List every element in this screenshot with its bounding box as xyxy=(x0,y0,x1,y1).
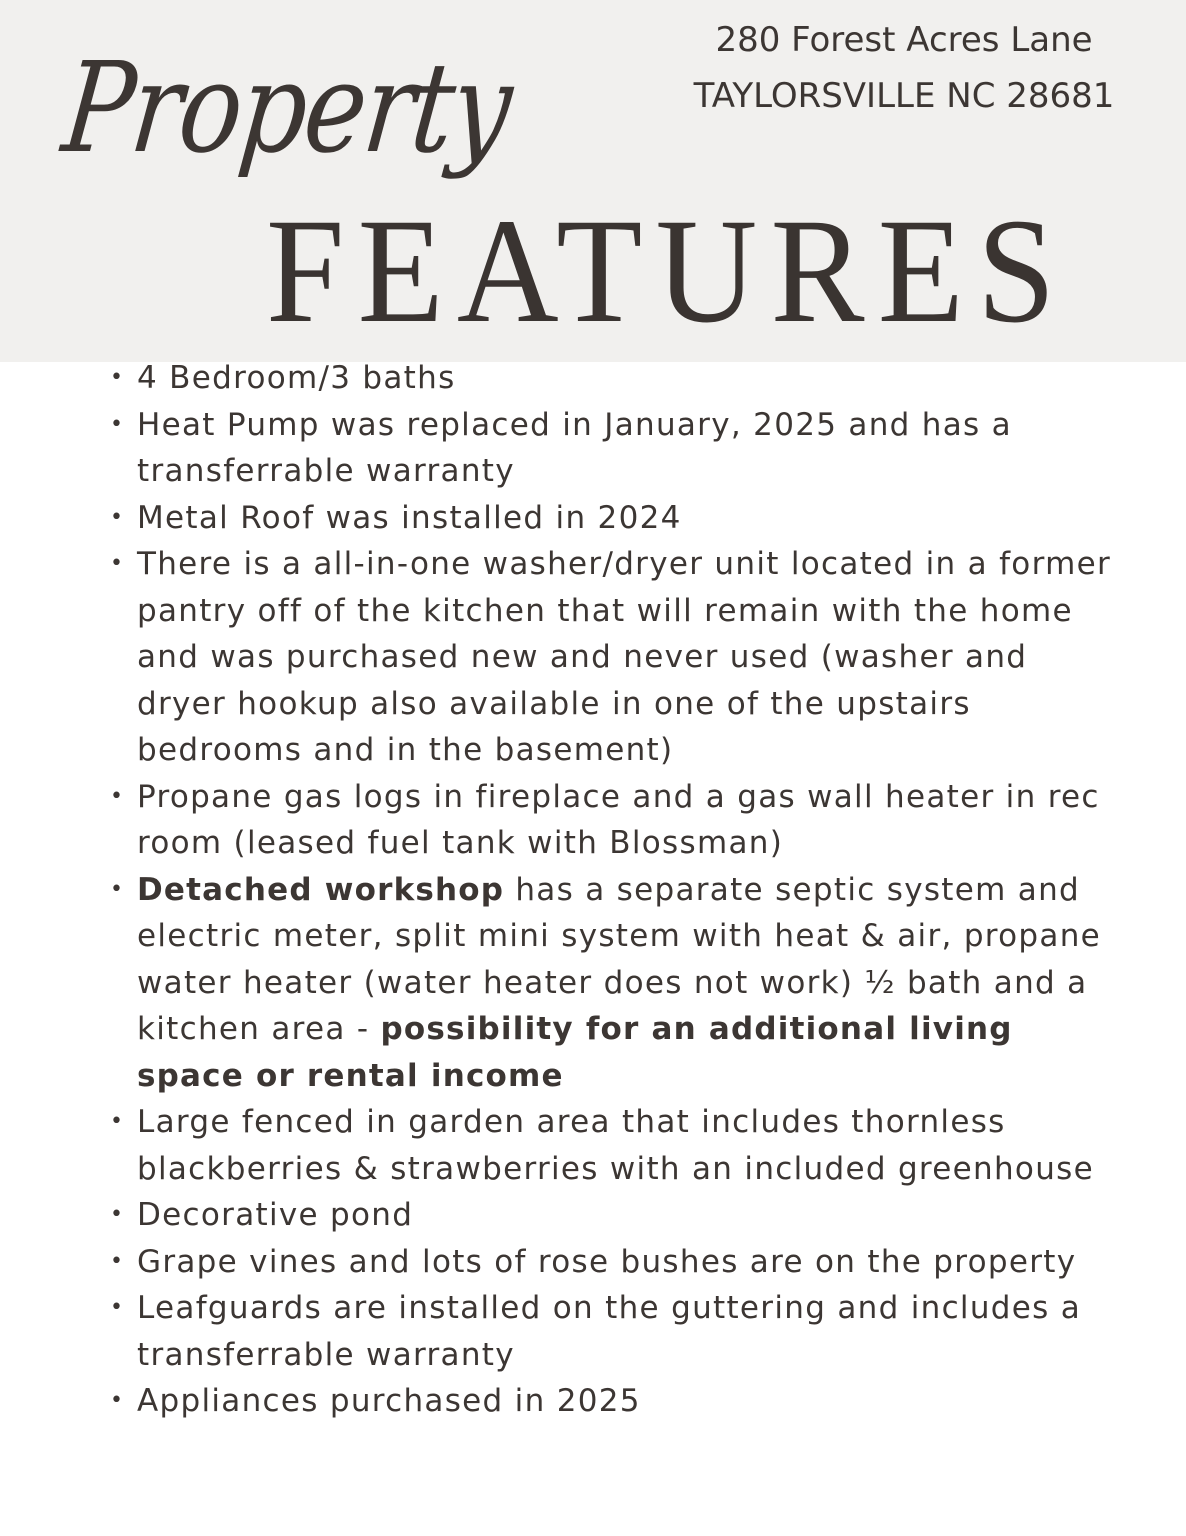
feature-list xyxy=(108,355,1118,1425)
bullet-icon: • xyxy=(110,876,125,902)
list-item xyxy=(108,355,1118,402)
bullet-icon: • xyxy=(110,1295,125,1320)
bullet-icon: • xyxy=(110,411,125,437)
bullet-icon: • xyxy=(110,1388,125,1413)
bullet-icon: • xyxy=(110,1109,125,1134)
list-item xyxy=(108,1099,1118,1192)
script-title: Property xyxy=(56,34,517,182)
bullet-icon: • xyxy=(110,783,125,809)
address-street: 280 Forest Acres Lane xyxy=(715,20,1093,60)
feature-text: Heat Pump was replaced in January, 2025 and has a transferrable warranty xyxy=(137,406,1012,489)
address-city-state-zip: TAYLORSVILLE NC 28681 xyxy=(693,76,1115,116)
feature-text: Metal Roof was installed in 2024 xyxy=(137,499,682,536)
feature-text: Propane gas logs in fireplace and a gas wall heater in rec room (leased fuel tank with Blossman) xyxy=(137,778,1100,861)
property-address xyxy=(644,12,1164,124)
feature-text: 4 Bedroom/3 baths xyxy=(137,360,456,396)
list-item xyxy=(108,867,1118,1100)
feature-text: Decorative pond xyxy=(137,1197,414,1233)
feature-text: Leafguards are installed on the guttering and includes a transferrable warranty xyxy=(137,1290,1082,1373)
feature-text: Grape vines and lots of rose bushes are on the property xyxy=(137,1243,1077,1280)
bullet-icon: • xyxy=(110,1248,125,1274)
bullet-icon: • xyxy=(110,365,125,390)
bullet-icon: • xyxy=(110,551,125,576)
feature-text: has a separate septic system and electric meter, split mini system with heat & air, propane water heater (water heater does not work) ½ bath and a kitchen area - xyxy=(137,871,1102,1047)
list-item xyxy=(108,1239,1118,1286)
list-item xyxy=(108,495,1118,542)
list-item xyxy=(108,774,1118,867)
feature-text: Large fenced in garden area that includes thornless blackberries & strawberries with an included greenhouse xyxy=(137,1104,1094,1187)
bullet-icon: • xyxy=(110,504,125,530)
bullet-icon: • xyxy=(110,1202,125,1227)
list-item xyxy=(108,541,1118,774)
feature-text: Appliances purchased in 2025 xyxy=(137,1383,641,1419)
list-item xyxy=(108,1378,1118,1425)
list-item xyxy=(108,1285,1118,1378)
feature-text: There is a all-in-one washer/dryer unit located in a former pantry off of the kitchen that will remain with the home and was purchased new and never used (washer and dryer hookup also available in one of the upstairs bedrooms and in the basement) xyxy=(137,546,1111,768)
page-title: FEATURES xyxy=(266,188,1069,354)
feature-bold-tail: possibility for an additional living space or rental income xyxy=(137,1011,1013,1094)
feature-bold-lead: Detached workshop xyxy=(137,871,505,908)
list-item xyxy=(108,402,1118,495)
list-item xyxy=(108,1192,1118,1239)
